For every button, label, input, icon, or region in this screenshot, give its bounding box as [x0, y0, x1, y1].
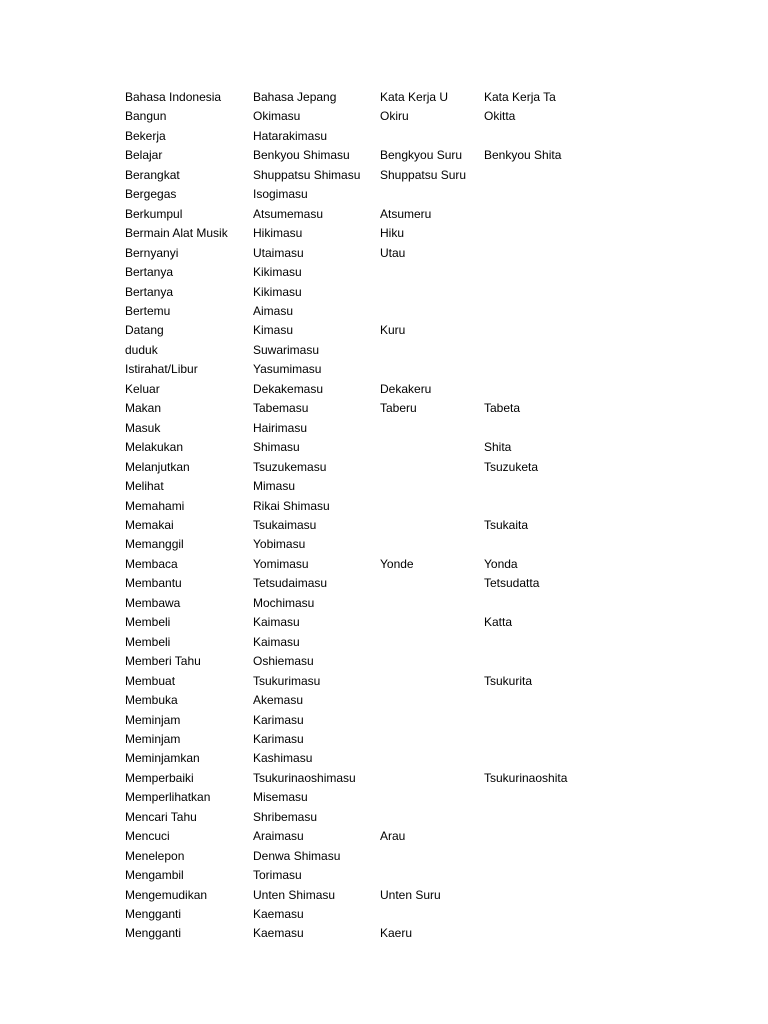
- u-form-cell: Unten Suru: [380, 887, 441, 902]
- japanese-word-cell: Mochimasu: [253, 595, 315, 610]
- ta-form-cell: [484, 633, 745, 652]
- japanese-word-cell: Benkyou Shimasu: [253, 148, 350, 163]
- ta-form-cell: [484, 419, 745, 438]
- table-row: [125, 380, 745, 399]
- indonesian-word-cell: Bertemu: [125, 303, 171, 318]
- u-form-cell: [380, 788, 484, 807]
- ta-form-cell: [484, 905, 745, 924]
- ta-form-cell: [484, 691, 745, 710]
- indonesian-word-cell: Berkumpul: [125, 206, 183, 221]
- table-row: [125, 419, 745, 438]
- table-row: [125, 497, 745, 516]
- table-row: [125, 924, 745, 943]
- table-row: [125, 283, 745, 302]
- japanese-word-cell: Tetsudaimasu: [253, 576, 328, 591]
- indonesian-word-cell: Makan: [125, 401, 162, 416]
- indonesian-word-cell: Bermain Alat Musik: [125, 226, 228, 241]
- indonesian-word-cell: Keluar: [125, 381, 160, 396]
- u-form-cell: [380, 458, 484, 477]
- u-form-cell: [380, 730, 484, 749]
- u-form-cell: [380, 711, 484, 730]
- table-row: [125, 808, 745, 827]
- indonesian-word-cell: Masuk: [125, 420, 161, 435]
- japanese-word-cell: Atsumemasu: [253, 206, 324, 221]
- indonesian-word-cell: Mengemudikan: [125, 887, 208, 902]
- table-row: [125, 458, 745, 477]
- ta-form-cell: Tsukurinaoshita: [484, 770, 568, 785]
- u-form-cell: Yonde: [380, 556, 414, 571]
- ta-form-cell: [484, 730, 745, 749]
- indonesian-word-cell: Membantu: [125, 576, 182, 591]
- japanese-word-cell: Rikai Shimasu: [253, 498, 330, 513]
- indonesian-word-cell: Istirahat/Libur: [125, 362, 198, 377]
- japanese-word-cell: Kimasu: [253, 323, 294, 338]
- japanese-word-cell: Yasumimasu: [253, 362, 322, 377]
- japanese-word-cell: Dekakemasu: [253, 381, 324, 396]
- indonesian-word-cell: Meminjam: [125, 712, 181, 727]
- u-form-cell: Dekakeru: [380, 381, 432, 396]
- table-row: [125, 788, 745, 807]
- ta-form-cell: [484, 224, 745, 243]
- indonesian-word-cell: Mengganti: [125, 926, 182, 941]
- table-row: [125, 146, 745, 165]
- japanese-word-cell: Shuppatsu Shimasu: [253, 167, 361, 182]
- ta-form-cell: [484, 321, 745, 340]
- u-form-cell: Okiru: [380, 109, 409, 124]
- u-form-cell: [380, 127, 484, 146]
- japanese-word-cell: Hairimasu: [253, 420, 308, 435]
- table-row: [125, 107, 745, 126]
- table-row: [125, 185, 745, 204]
- header-kata-kerja-u: Kata Kerja U: [380, 90, 449, 104]
- indonesian-word-cell: Meminjam: [125, 731, 181, 746]
- ta-form-cell: [484, 866, 745, 885]
- u-form-cell: [380, 691, 484, 710]
- table-header-row: [125, 88, 745, 107]
- table-row: [125, 866, 745, 885]
- table-row: [125, 205, 745, 224]
- table-row: [125, 594, 745, 613]
- ta-form-cell: [484, 477, 745, 496]
- indonesian-word-cell: Belajar: [125, 148, 163, 163]
- u-form-cell: [380, 438, 484, 457]
- u-form-cell: [380, 769, 484, 788]
- indonesian-word-cell: Datang: [125, 323, 164, 338]
- table-row: [125, 652, 745, 671]
- header-bahasa-indonesia: Bahasa Indonesia: [125, 90, 222, 104]
- table-row: [125, 711, 745, 730]
- japanese-word-cell: Araimasu: [253, 829, 304, 844]
- u-form-cell: Hiku: [380, 226, 405, 241]
- table-row: [125, 244, 745, 263]
- u-form-cell: [380, 613, 484, 632]
- u-form-cell: [380, 866, 484, 885]
- u-form-cell: [380, 535, 484, 554]
- ta-form-cell: [484, 749, 745, 768]
- table-row: [125, 613, 745, 632]
- table-row: [125, 691, 745, 710]
- table-row: [125, 535, 745, 554]
- indonesian-word-cell: Membuat: [125, 673, 176, 688]
- indonesian-word-cell: Membaca: [125, 556, 178, 571]
- header-kata-kerja-ta: Kata Kerja Ta: [484, 90, 556, 104]
- table-row: [125, 166, 745, 185]
- japanese-word-cell: Kaemasu: [253, 907, 304, 922]
- japanese-word-cell: Akemasu: [253, 693, 304, 708]
- japanese-word-cell: Misemasu: [253, 790, 308, 805]
- vocabulary-table: [125, 88, 745, 944]
- ta-form-cell: Shita: [484, 440, 512, 455]
- table-row: [125, 769, 745, 788]
- japanese-word-cell: Kikimasu: [253, 265, 302, 280]
- ta-form-cell: Tabeta: [484, 401, 521, 416]
- table-row: [125, 321, 745, 340]
- ta-form-cell: [484, 788, 745, 807]
- indonesian-word-cell: Bertanya: [125, 284, 174, 299]
- table-row: [125, 263, 745, 282]
- ta-form-cell: Benkyou Shita: [484, 148, 562, 163]
- indonesian-word-cell: duduk: [125, 342, 158, 357]
- ta-form-cell: [484, 127, 745, 146]
- u-form-cell: [380, 633, 484, 652]
- u-form-cell: Kuru: [380, 323, 406, 338]
- table-row: [125, 827, 745, 846]
- japanese-word-cell: Utaimasu: [253, 245, 304, 260]
- u-form-cell: [380, 477, 484, 496]
- header-bahasa-jepang: Bahasa Jepang: [253, 90, 337, 104]
- u-form-cell: [380, 905, 484, 924]
- indonesian-word-cell: Bekerja: [125, 128, 166, 143]
- ta-form-cell: Katta: [484, 615, 513, 630]
- ta-form-cell: [484, 594, 745, 613]
- table-row: [125, 633, 745, 652]
- table-row: [125, 341, 745, 360]
- japanese-word-cell: Kaimasu: [253, 634, 300, 649]
- japanese-word-cell: Kikimasu: [253, 284, 302, 299]
- ta-form-cell: [484, 808, 745, 827]
- indonesian-word-cell: Meminjamkan: [125, 751, 200, 766]
- u-form-cell: [380, 360, 484, 379]
- japanese-word-cell: Shimasu: [253, 440, 300, 455]
- ta-form-cell: [484, 263, 745, 282]
- indonesian-word-cell: Membuka: [125, 693, 178, 708]
- japanese-word-cell: Kashimasu: [253, 751, 313, 766]
- table-row: [125, 438, 745, 457]
- indonesian-word-cell: Membeli: [125, 634, 171, 649]
- japanese-word-cell: Torimasu: [253, 868, 302, 883]
- japanese-word-cell: Tsukurimasu: [253, 673, 321, 688]
- ta-form-cell: Tsukurita: [484, 673, 533, 688]
- u-form-cell: [380, 419, 484, 438]
- indonesian-word-cell: Mengambil: [125, 868, 184, 883]
- ta-form-cell: Tsukaita: [484, 517, 529, 532]
- indonesian-word-cell: Bangun: [125, 109, 167, 124]
- japanese-word-cell: Tabemasu: [253, 401, 309, 416]
- u-form-cell: [380, 302, 484, 321]
- japanese-word-cell: Kaimasu: [253, 615, 300, 630]
- ta-form-cell: Yonda: [484, 556, 518, 571]
- table-row: [125, 360, 745, 379]
- ta-form-cell: [484, 886, 745, 905]
- ta-form-cell: [484, 244, 745, 263]
- u-form-cell: [380, 341, 484, 360]
- japanese-word-cell: Tsukaimasu: [253, 517, 317, 532]
- ta-form-cell: Tsuzuketa: [484, 459, 539, 474]
- table-row: [125, 847, 745, 866]
- table-row: [125, 302, 745, 321]
- japanese-word-cell: Kaemasu: [253, 926, 304, 941]
- u-form-cell: [380, 497, 484, 516]
- indonesian-word-cell: Mencuci: [125, 829, 170, 844]
- u-form-cell: [380, 749, 484, 768]
- u-form-cell: [380, 263, 484, 282]
- japanese-word-cell: Aimasu: [253, 303, 294, 318]
- ta-form-cell: [484, 497, 745, 516]
- japanese-word-cell: Suwarimasu: [253, 342, 320, 357]
- u-form-cell: [380, 652, 484, 671]
- u-form-cell: Utau: [380, 245, 406, 260]
- u-form-cell: [380, 808, 484, 827]
- u-form-cell: [380, 185, 484, 204]
- ta-form-cell: [484, 711, 745, 730]
- japanese-word-cell: Denwa Shimasu: [253, 848, 341, 863]
- table-row: [125, 224, 745, 243]
- indonesian-word-cell: Melanjutkan: [125, 459, 190, 474]
- ta-form-cell: [484, 827, 745, 846]
- u-form-cell: Kaeru: [380, 926, 413, 941]
- ta-form-cell: [484, 924, 745, 943]
- u-form-cell: Atsumeru: [380, 206, 432, 221]
- japanese-word-cell: Isogimasu: [253, 187, 308, 202]
- indonesian-word-cell: Memahami: [125, 498, 185, 513]
- japanese-word-cell: Yobimasu: [253, 537, 306, 552]
- indonesian-word-cell: Berangkat: [125, 167, 180, 182]
- u-form-cell: Shuppatsu Suru: [380, 167, 467, 182]
- ta-form-cell: [484, 205, 745, 224]
- indonesian-word-cell: Mencari Tahu: [125, 809, 197, 824]
- u-form-cell: [380, 574, 484, 593]
- table-row: [125, 555, 745, 574]
- indonesian-word-cell: Melakukan: [125, 440, 184, 455]
- indonesian-word-cell: Bertanya: [125, 265, 174, 280]
- ta-form-cell: [484, 302, 745, 321]
- japanese-word-cell: Oshiemasu: [253, 654, 314, 669]
- japanese-word-cell: Hikimasu: [253, 226, 303, 241]
- table-row: [125, 127, 745, 146]
- ta-form-cell: [484, 652, 745, 671]
- japanese-word-cell: Shribemasu: [253, 809, 318, 824]
- indonesian-word-cell: Membeli: [125, 615, 171, 630]
- japanese-word-cell: Yomimasu: [253, 556, 309, 571]
- indonesian-word-cell: Memberi Tahu: [125, 654, 201, 669]
- japanese-word-cell: Hatarakimasu: [253, 128, 328, 143]
- u-form-cell: Bengkyou Suru: [380, 148, 463, 163]
- u-form-cell: [380, 847, 484, 866]
- ta-form-cell: [484, 166, 745, 185]
- table-row: [125, 574, 745, 593]
- indonesian-word-cell: Memanggil: [125, 537, 184, 552]
- japanese-word-cell: Okimasu: [253, 109, 301, 124]
- table-row: [125, 886, 745, 905]
- ta-form-cell: [484, 535, 745, 554]
- japanese-word-cell: Unten Shimasu: [253, 887, 336, 902]
- table-row: [125, 399, 745, 418]
- table-row: [125, 672, 745, 691]
- indonesian-word-cell: Bernyanyi: [125, 245, 179, 260]
- indonesian-word-cell: Mengganti: [125, 907, 182, 922]
- ta-form-cell: Tetsudatta: [484, 576, 540, 591]
- indonesian-word-cell: Menelepon: [125, 848, 185, 863]
- ta-form-cell: Okitta: [484, 109, 516, 124]
- indonesian-word-cell: Bergegas: [125, 187, 177, 202]
- japanese-word-cell: Tsuzukemasu: [253, 459, 327, 474]
- table-row: [125, 905, 745, 924]
- u-form-cell: [380, 283, 484, 302]
- table-row: [125, 477, 745, 496]
- u-form-cell: [380, 672, 484, 691]
- ta-form-cell: [484, 341, 745, 360]
- table-body: [125, 107, 745, 943]
- ta-form-cell: [484, 283, 745, 302]
- japanese-word-cell: Karimasu: [253, 712, 304, 727]
- ta-form-cell: [484, 380, 745, 399]
- u-form-cell: Taberu: [380, 401, 417, 416]
- indonesian-word-cell: Melihat: [125, 479, 164, 494]
- ta-form-cell: [484, 185, 745, 204]
- japanese-word-cell: Mimasu: [253, 479, 296, 494]
- table-row: [125, 749, 745, 768]
- indonesian-word-cell: Memakai: [125, 517, 174, 532]
- indonesian-word-cell: Memperlihatkan: [125, 790, 211, 805]
- ta-form-cell: [484, 847, 745, 866]
- document-page: [125, 88, 745, 944]
- indonesian-word-cell: Membawa: [125, 595, 181, 610]
- u-form-cell: [380, 516, 484, 535]
- u-form-cell: [380, 594, 484, 613]
- table-row: [125, 516, 745, 535]
- u-form-cell: Arau: [380, 829, 406, 844]
- table-row: [125, 730, 745, 749]
- ta-form-cell: [484, 360, 745, 379]
- japanese-word-cell: Tsukurinaoshimasu: [253, 770, 356, 785]
- indonesian-word-cell: Memperbaiki: [125, 770, 194, 785]
- japanese-word-cell: Karimasu: [253, 731, 304, 746]
